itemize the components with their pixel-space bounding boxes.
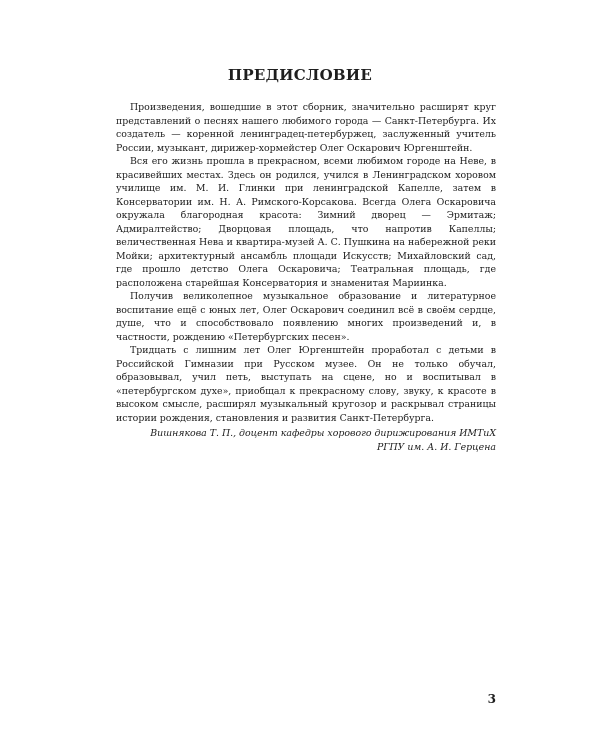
paragraph-1: Произведения, вошедшие в этот сборник, значительно расширят круг представлений о песнях нашего любимого города — Санкт-Петербурга. Их создатель — коренной ленинградец-петербуржец, заслуженный учитель России, музыкант, дирижер-хормейстер Олег Оскарович Юргенштейн. <box>116 102 496 154</box>
page-number: 3 <box>487 692 496 706</box>
signature-line-1: Вишнякова Т. П., доцент кафедры хорового дирижирования ИМТиХ <box>150 428 496 439</box>
page-title: ПРЕДИСЛОВИЕ <box>227 66 373 84</box>
paragraph-4: Тридцать с лишним лет Олег Юргенштейн проработал с детьми в Российской Гимназии при Русском музее. Он не только обучал, образовывал, учил петь, выступать на сцене, но и воспитывал в «петербургском духе», приобщал к прекрасному слову, звуку, к красоте в высоком смысле, расширял музыкальный кругозор и раскрывал страницы истории рождения, становления и развития Санкт-Петербурга. <box>116 345 496 424</box>
preface-body <box>116 101 496 425</box>
paragraph-2: Вся его жизнь прошла в прекрасном, всеми любимом городе на Неве, в красивейших местах. Здесь он родился, учился в Ленинградском хоровом училище им. М. И. Глинки при ленинградской Капелле, затем в Консерватории им. Н. А. Римского-Корсакова. Всегда Олега Оскаровича окружала благородная красота: Зимний дворец — Эрмитаж; Адмиралтейство; Дворцовая площадь, что напротив Капеллы; величественная Нева и квартира-музей А. С. Пушкина на набережной реки Мойки; архитектурный ансамбль площади Искусств; Михайловский сад, где прошло детство Олега Оскаровича; Театральная площадь, где расположена старейшая Консерватория и знаменитая Мариинка. <box>116 156 496 289</box>
paragraph-3: Получив великолепное музыкальное образование и литературное воспитание ещё с юных лет, Олег Оскарович соединил всё в своём сердце, душе, что и способствовало появлению многих произведений и, в частности, рождению «Петербургских песен». <box>116 291 496 343</box>
signature-block <box>96 427 496 455</box>
signature-line-2: РГПУ им. А. И. Герцена <box>376 442 496 453</box>
